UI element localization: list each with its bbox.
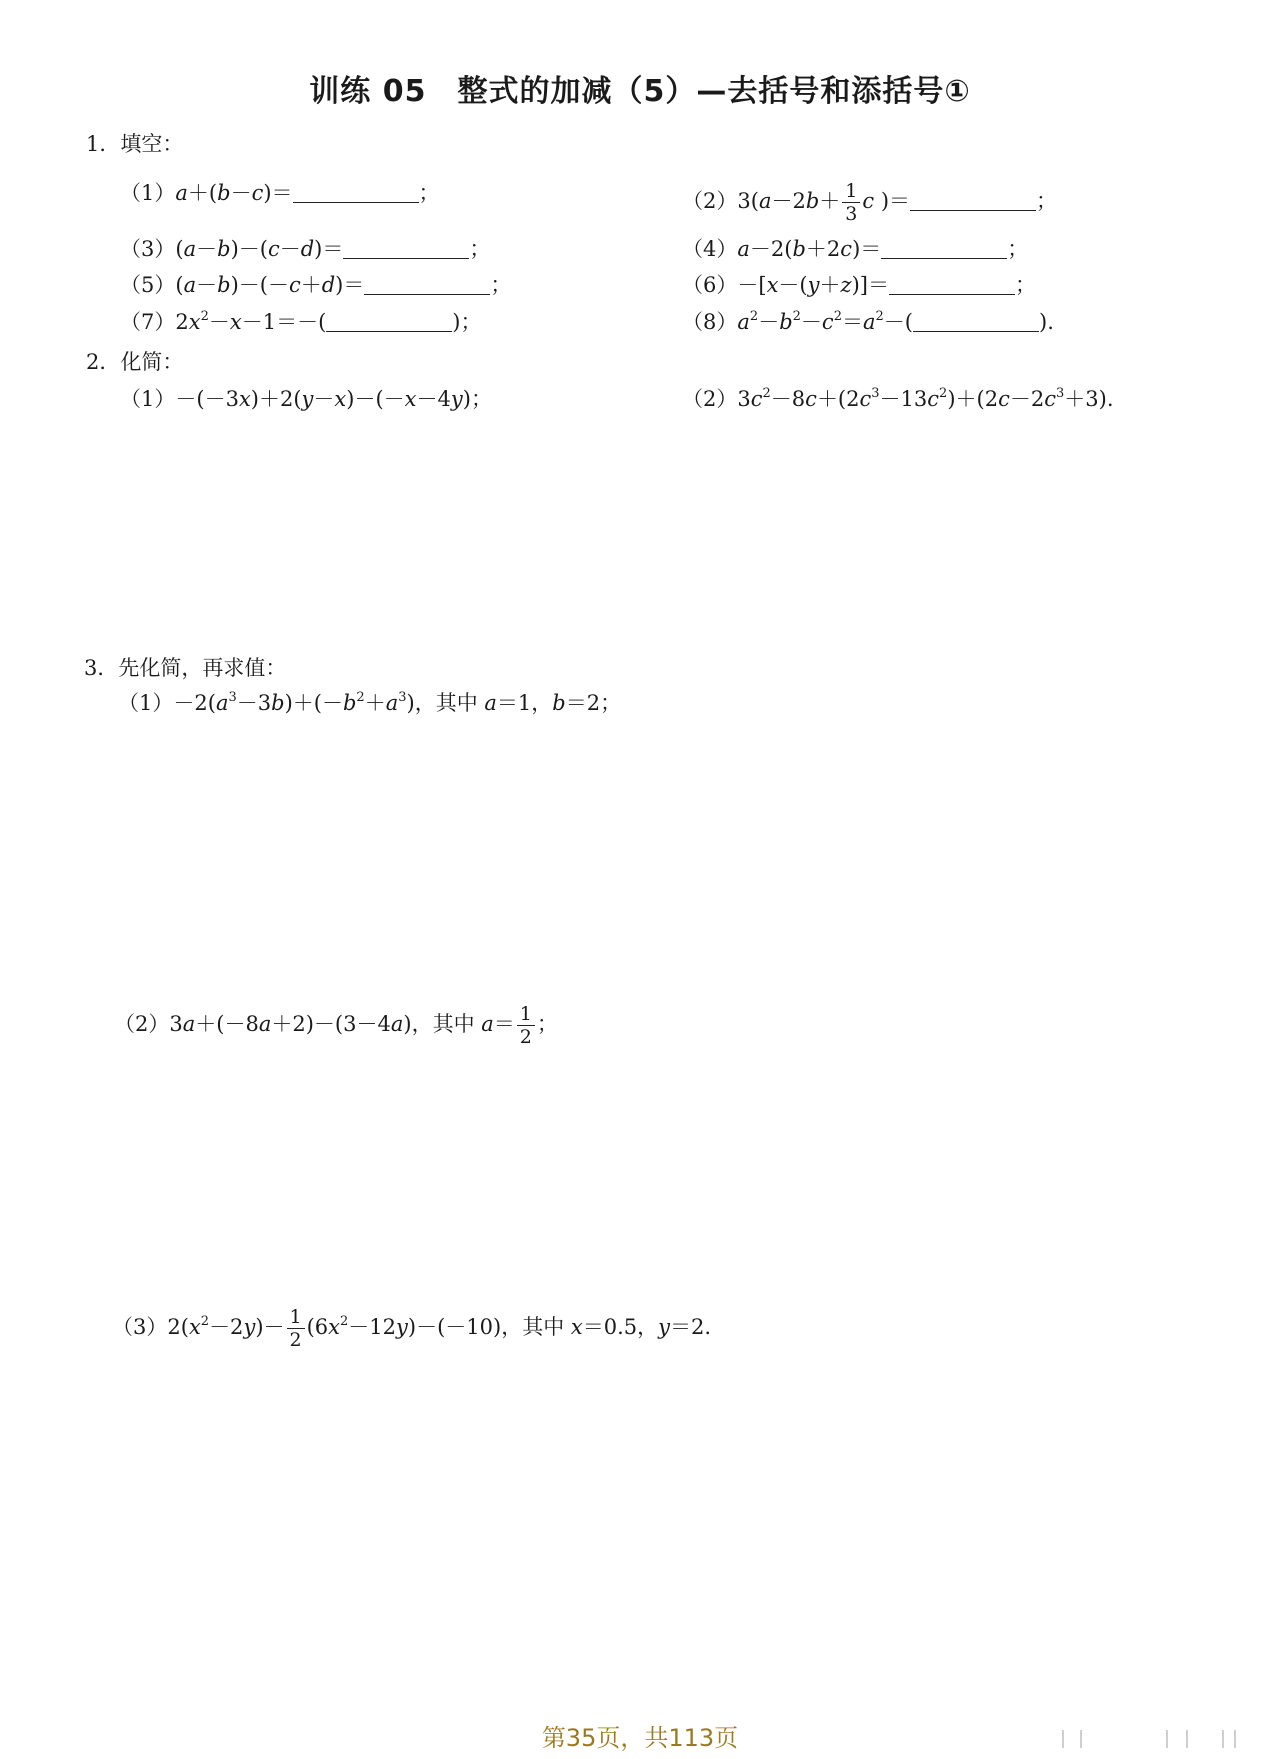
fill-item-3: （3）(a－b)－(c－d)＝ ； [120,237,491,261]
fill-item-6: （6）－[x－(y＋z)]＝ ； [682,273,1036,297]
scrollbar-end[interactable] [1222,1730,1236,1748]
fraction-one-half: $\frac{1}{2}$ [517,1003,535,1048]
answer-blank[interactable] [326,311,452,332]
simplify-item-1: （1）－(－3x)＋2(y－x)－(－x－4y)； [120,387,492,411]
fill-item-8: $(8)a^2-b^2-c^2=a^2-$( ). [682,309,1054,334]
fraction-one-third: $\frac{1}{3}$ [842,180,860,225]
evaluate-item-1: $(1)-2(a^3-3b)+(-b^2+a^3)$，其中 a＝1，b＝2； [118,690,622,715]
scrollbar-thumb[interactable] [1062,1730,1082,1748]
answer-blank[interactable] [881,238,1007,259]
fill-item-7: $(7)2x^2-x-1=-$( )； [120,309,482,334]
answer-blank[interactable] [913,311,1039,332]
fill-item-4: （4）a－2(b＋2c)＝ ； [682,237,1029,261]
page-title: 训练 05 整式的加减（5）—去括号和添括号① [309,74,971,109]
section-1-heading: 1．填空： [86,132,184,156]
page-indicator: 第35页，共113页 [541,1724,739,1752]
fill-item-5: （5）(a－b)－(－c＋d)＝ ； [120,273,512,297]
answer-blank[interactable] [293,182,419,203]
answer-blank[interactable] [910,190,1036,211]
section-2-heading: 2．化简： [86,350,184,374]
fill-item-1: （1）a＋(b－c)＝ ； [120,181,440,205]
simplify-item-2: $(2)3c^2-8c+(2c^3-13c^2)+(2c-2c^3+3)$. [682,386,1114,411]
answer-blank[interactable] [343,238,469,259]
fill-item-2: （2）3(a－2b＋ $\frac{1}{3}$ c )＝ ； [682,180,1058,225]
answer-blank[interactable] [364,274,490,295]
section-3-heading: 3．先化简，再求值： [84,656,287,680]
scrollbar-handle[interactable] [1166,1730,1188,1748]
fraction-one-half: $\frac{1}{2}$ [287,1306,305,1351]
evaluate-item-3: $(3)2(x^2-2y)-$ $\frac{1}{2}$ $(6x^2-12y)-(-10)$，其中 x＝0.5，y＝2. [112,1306,712,1351]
evaluate-item-2: （2）3a＋(－8a＋2)－(3－4a)，其中 a＝ $\frac{1}{2}$ ； [114,1003,558,1048]
answer-blank[interactable] [889,274,1015,295]
